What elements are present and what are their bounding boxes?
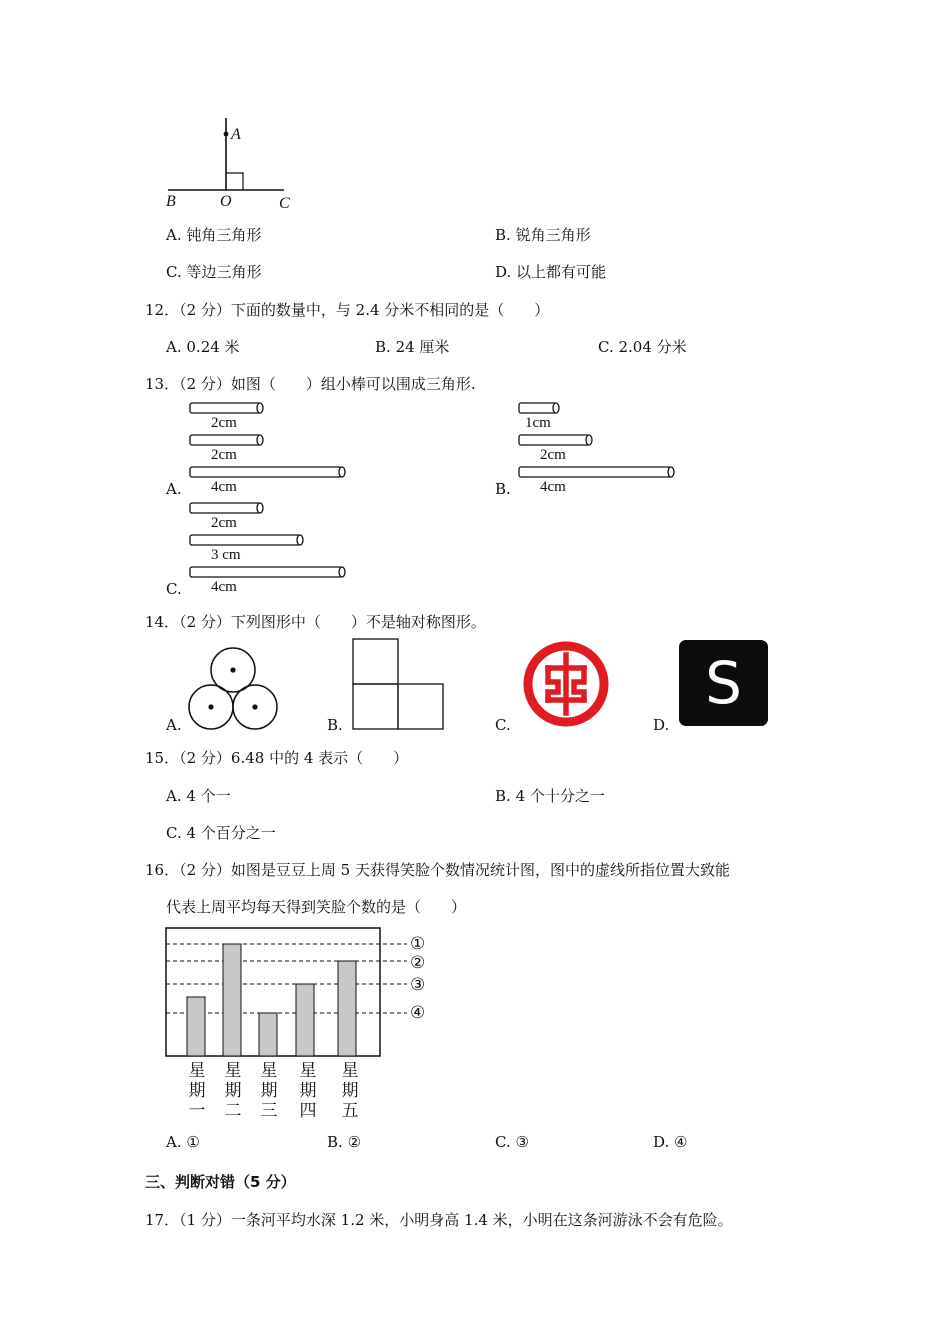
q11-option-b[interactable] xyxy=(495,224,591,245)
option-text: 钝角三角形 xyxy=(186,226,262,244)
q17-stem: 17．（1 分）一条河平均水深 1.2 米，小明身高 1.4 米，小明在这条河游泳不会有危险。 xyxy=(145,1211,733,1229)
rod-label: 4cm xyxy=(211,479,237,495)
q16-stem-line-1: 16．（2 分）如图是豆豆上周 5 天获得笑脸个数情况统计图，图中的虚线所指位置大致能 xyxy=(145,861,730,879)
q13-option-a-letter[interactable]: A. xyxy=(166,480,182,498)
option-text: ② xyxy=(347,1133,362,1151)
option-letter: C. xyxy=(166,824,182,842)
q15-option-c[interactable] xyxy=(166,822,276,843)
q16-option-b[interactable] xyxy=(327,1133,361,1151)
q13-stem: 13．（2 分）如图（ ）组小棒可以围成三角形. xyxy=(145,375,476,393)
q12-stem: 12．（2 分）下面的数量中，与 2.4 分米不相同的是（ ） xyxy=(145,301,550,319)
option-text: ① xyxy=(186,1133,200,1151)
q12-option-c[interactable] xyxy=(598,336,687,357)
rod-set-a[interactable] xyxy=(188,400,358,485)
option-text: 24 厘米 xyxy=(395,338,450,356)
q12-option-b[interactable] xyxy=(375,336,449,357)
q15-option-a[interactable] xyxy=(166,785,231,806)
option-letter: A. xyxy=(166,787,182,805)
rod-label: 2cm xyxy=(540,447,566,463)
q14-option-d-letter[interactable]: D. xyxy=(653,716,670,734)
q11-option-a[interactable] xyxy=(166,224,261,245)
option-letter: B. xyxy=(375,338,391,356)
s-logo-glyph: S xyxy=(705,649,742,717)
option-letter: B. xyxy=(327,1133,343,1151)
bar-3 xyxy=(259,1013,277,1056)
l-shape-squares-figure[interactable] xyxy=(352,638,446,732)
day-label-thu: 星期四 xyxy=(299,1061,317,1121)
rod-label: 1cm xyxy=(525,415,551,431)
option-text: 锐角三角形 xyxy=(515,226,591,244)
option-letter: A. xyxy=(166,1133,182,1151)
option-letter: D. xyxy=(653,1133,670,1151)
rod-icon xyxy=(190,467,345,477)
rod-icon xyxy=(519,467,674,477)
q11-option-d[interactable] xyxy=(495,261,606,282)
q14-option-a-letter[interactable]: A. xyxy=(166,716,182,734)
rod-icon xyxy=(190,535,303,545)
q12-option-a[interactable] xyxy=(166,336,240,357)
day-label-fri: 星期五 xyxy=(341,1061,359,1121)
q16-stem-line-2: 代表上周平均每天得到笑脸个数的是（ ） xyxy=(166,898,467,916)
option-text: 以上都有可能 xyxy=(516,263,607,281)
day-label-tue: 星期二 xyxy=(224,1061,242,1121)
rod-label: 2cm xyxy=(211,447,237,463)
q11-option-c[interactable] xyxy=(166,261,262,282)
ref-marker-2: ② xyxy=(410,953,426,973)
option-text: ④ xyxy=(674,1133,688,1151)
option-letter: B. xyxy=(495,226,511,244)
q14-stem: 14．（2 分）下列图形中（ ）不是轴对称图形。 xyxy=(145,613,486,631)
s-logo-icon[interactable] xyxy=(679,640,768,726)
option-letter: C. xyxy=(598,338,614,356)
bank-logo-icon[interactable] xyxy=(523,641,609,727)
option-letter: A. xyxy=(166,226,182,244)
option-letter: A. xyxy=(166,338,182,356)
option-text: ③ xyxy=(515,1133,529,1151)
point-a-label: A xyxy=(231,126,241,143)
q15-stem: 15．（2 分）6.48 中的 4 表示（ ） xyxy=(145,749,409,767)
rod-label: 4cm xyxy=(211,579,237,595)
q15-option-b[interactable] xyxy=(495,785,605,806)
option-text: 4 个百分之一 xyxy=(186,824,276,842)
q13-option-b-letter[interactable]: B. xyxy=(495,480,511,498)
rod-icon xyxy=(190,403,263,413)
point-c-label: C xyxy=(279,195,290,212)
three-circles-figure[interactable] xyxy=(186,646,286,732)
rod-label: 2cm xyxy=(211,515,237,531)
point-b-label: B xyxy=(166,193,176,210)
point-o-label: O xyxy=(220,193,232,210)
option-letter: C. xyxy=(166,263,182,281)
ref-marker-4: ④ xyxy=(410,1003,426,1023)
option-text: 2.04 分米 xyxy=(618,338,687,356)
section-heading: 三、判断对错（5 分） xyxy=(145,1173,296,1191)
bar-1 xyxy=(187,997,205,1056)
rod-icon xyxy=(190,435,263,445)
rod-icon xyxy=(190,503,263,513)
option-text: 0.24 米 xyxy=(186,338,240,356)
rod-icon xyxy=(519,435,592,445)
chart-frame xyxy=(166,928,380,1056)
q14-option-c-letter[interactable]: C. xyxy=(495,716,511,734)
bar-2 xyxy=(223,944,241,1056)
bar-4 xyxy=(296,984,314,1056)
option-text: 4 个十分之一 xyxy=(515,787,605,805)
rod-label: 2cm xyxy=(211,415,237,431)
q16-option-d[interactable] xyxy=(653,1133,688,1151)
option-text: 等边三角形 xyxy=(186,263,262,281)
q16-option-c[interactable] xyxy=(495,1133,529,1151)
rod-icon xyxy=(190,567,345,577)
rod-label: 3 cm xyxy=(211,547,241,563)
ref-marker-3: ③ xyxy=(410,975,426,995)
rod-set-b[interactable] xyxy=(517,400,687,485)
ref-marker-1: ① xyxy=(410,934,426,954)
rod-icon xyxy=(519,403,559,413)
bar-5 xyxy=(338,961,356,1056)
day-label-wed: 星期三 xyxy=(260,1061,278,1121)
q16-option-a[interactable] xyxy=(166,1133,200,1151)
q13-option-c-letter[interactable]: C. xyxy=(166,580,182,598)
option-text: 4 个一 xyxy=(186,787,231,805)
day-label-mon: 星期一 xyxy=(188,1061,206,1121)
rod-label: 4cm xyxy=(540,479,566,495)
option-letter: B. xyxy=(495,787,511,805)
option-letter: D. xyxy=(495,263,512,281)
option-letter: C. xyxy=(495,1133,511,1151)
rod-set-c[interactable] xyxy=(188,500,358,585)
q14-option-b-letter[interactable]: B. xyxy=(327,716,343,734)
